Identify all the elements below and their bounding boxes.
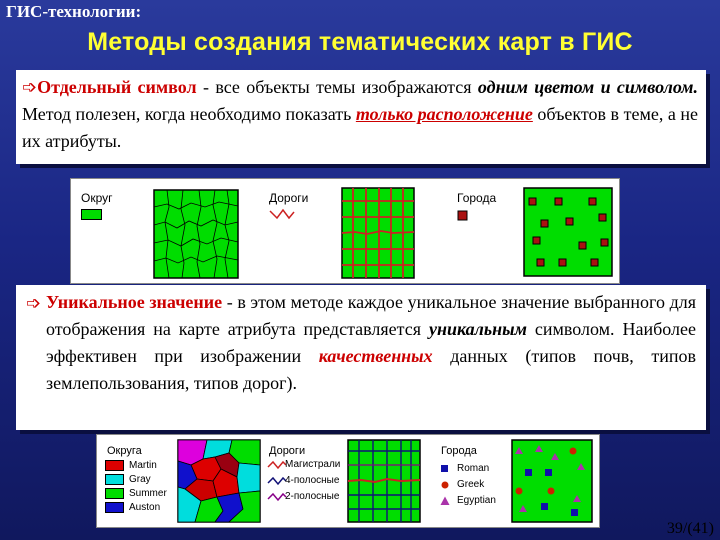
- cities-typed-map: [511, 439, 593, 523]
- district-legend-swatch: [105, 502, 125, 514]
- emphasis-text: одним цветом и символом.: [477, 77, 698, 97]
- district-legend-swatch: [81, 209, 103, 221]
- road-legend-label: Магистрали: [285, 459, 341, 470]
- emphasis-text: уникальным: [428, 319, 527, 339]
- text-part: символом. Наиболее эффективен при изображении: [46, 319, 696, 366]
- cities-map: [523, 187, 613, 277]
- city-legend-square: [457, 210, 469, 222]
- roads-typed-map: [347, 439, 421, 523]
- single-symbol-example-figure: [70, 178, 620, 284]
- districts-label: Округ: [81, 191, 113, 205]
- city-legend-label: Greek: [457, 479, 485, 490]
- arrow-bullet-icon: ➩: [22, 77, 38, 98]
- city-legend-label: Egyptian: [457, 495, 496, 506]
- district-legend-swatch: [105, 488, 125, 500]
- text-part: объектов в теме, а не их атрибуты.: [22, 104, 698, 151]
- district-legend-label: Summer: [129, 488, 167, 499]
- roads-label: Дороги: [269, 445, 306, 457]
- term-single-symbol: Отдельный символ: [37, 77, 197, 97]
- page-number: 39/(41): [666, 520, 714, 537]
- text-part: - в этом методе каждое уникальное значение выбранного для отображения на карте атрибута представляется: [46, 292, 697, 339]
- districts-map: [153, 189, 239, 279]
- road-legend-line: [269, 207, 295, 221]
- emphasis-text: качественных: [318, 346, 433, 366]
- term-unique-value: Уникальное значение: [46, 292, 223, 312]
- road-legend-line: [267, 459, 287, 471]
- districts-colored-map: [177, 439, 261, 523]
- text-part: данных (типов почв, типов землепользования, типов дорог).: [46, 346, 696, 393]
- header-label: ГИС-технологии:: [6, 2, 142, 21]
- city-legend-label: Roman: [457, 463, 490, 474]
- road-legend-label: 4-полосные: [285, 475, 340, 486]
- district-legend-label: Gray: [129, 474, 151, 485]
- road-legend-line: [267, 475, 287, 487]
- city-legend-circle-icon: [439, 479, 451, 491]
- page-title: Методы создания тематических карт в ГИС: [87, 28, 633, 56]
- district-legend-swatch: [105, 460, 125, 472]
- city-legend-square-icon: [439, 463, 451, 475]
- district-legend-swatch: [105, 474, 125, 486]
- districts-label: Округа: [107, 445, 142, 457]
- cities-label: Города: [457, 191, 497, 205]
- district-legend-label: Martin: [129, 460, 157, 471]
- city-legend-triangle-icon: [439, 495, 451, 507]
- text-part: Метод полезен, когда необходимо показать: [22, 104, 356, 124]
- cities-label: Города: [441, 445, 477, 457]
- unique-value-description: [16, 285, 706, 430]
- text-part: - все объекты темы изображаются: [196, 77, 478, 97]
- district-legend-label: Auston: [129, 502, 161, 513]
- roads-map: [341, 187, 415, 279]
- unique-value-example-figure: [96, 434, 600, 528]
- single-symbol-description: [16, 70, 706, 164]
- arrow-bullet-icon: ➩: [26, 293, 42, 314]
- roads-label: Дороги: [269, 191, 309, 205]
- emphasis-text: только расположение: [355, 104, 533, 124]
- road-legend-line: [267, 491, 287, 503]
- road-legend-label: 2-полосные: [285, 491, 340, 502]
